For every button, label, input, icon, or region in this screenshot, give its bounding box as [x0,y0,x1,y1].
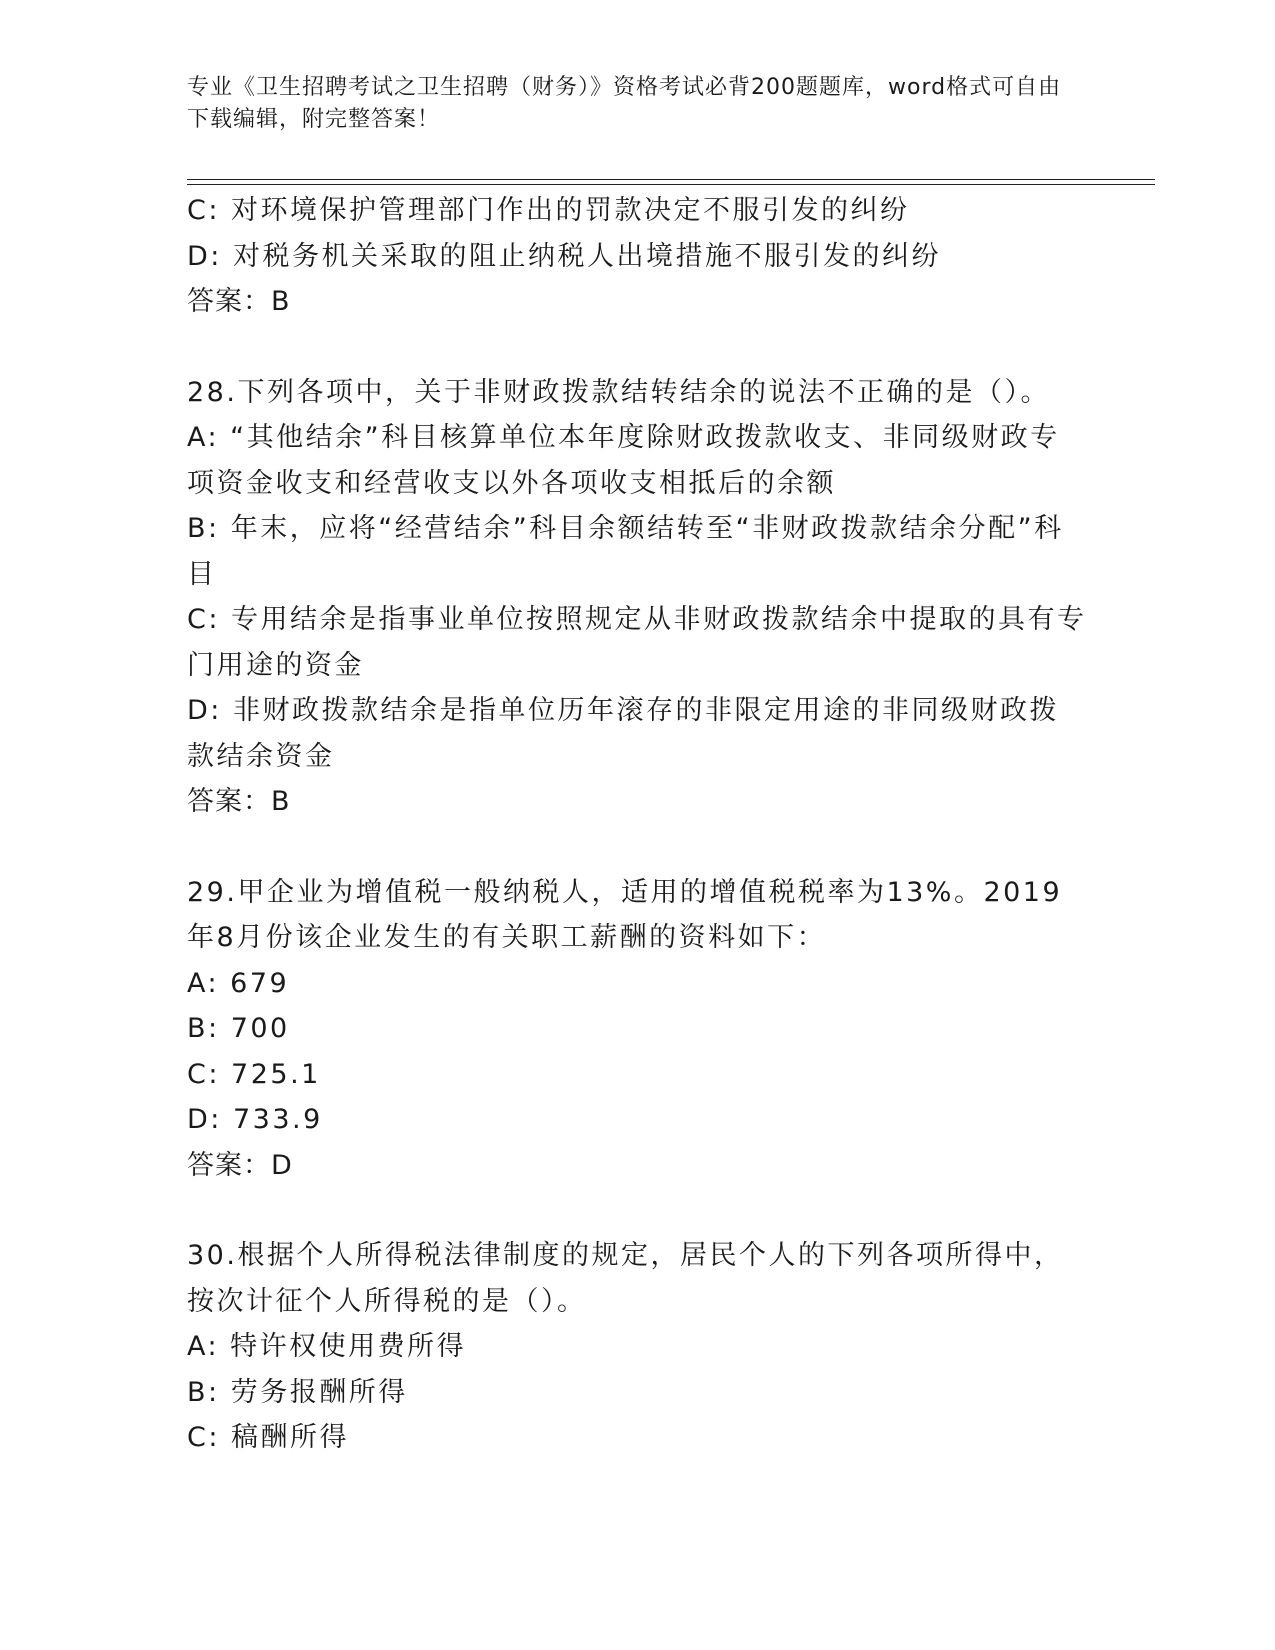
option-b: B: 劳务报酬所得 [187,1376,408,1408]
option-a: A: 特许权使用费所得 [187,1331,467,1362]
header-divider-bottom [187,184,1155,185]
option-c: C: 对环境保护管理部门作出的罚款决定不服引发的纠纷 [187,195,910,226]
question-stem: 28.下列各项中，关于非财政拨款结转结余的说法不正确的是（）。 [187,376,1050,408]
answer-line: 答案：B [187,786,291,817]
answer-line: 答案：B [187,286,291,317]
question-block [187,188,1087,325]
page-header: 专业《卫生招聘考试之卫生招聘（财务）》资格考试必背200题题库，word格式可自由下载编辑，附完整答案！ [187,75,1062,132]
option-d: D: 733.9 [187,1104,323,1135]
question-block [187,1233,1087,1461]
option-c: C: 稿酬所得 [187,1422,350,1453]
question-block [187,370,1087,825]
option-c: C: 725.1 [187,1058,321,1090]
question-block [187,870,1087,1189]
option-a: A: 679 [187,967,290,999]
header-divider-top [187,179,1155,180]
document-body [187,188,1087,1461]
option-c: C: 专用结余是指事业单位按照规定从非财政拨款结余中提取的具有专门用途的资金 [187,604,1087,681]
option-d: D: 对税务机关采取的阻止纳税人出境措施不服引发的纠纷 [187,240,941,272]
option-b: B: 年末，应将“经营结余”科目余额结转至“非财政拨款结余分配”科目 [187,513,1064,590]
question-stem: 30.根据个人所得税法律制度的规定，居民个人的下列各项所得中，按次计征个人所得税的是（）。 [187,1240,1064,1317]
answer-line: 答案：D [187,1149,293,1181]
question-stem: 29.甲企业为增值税一般纳税人，适用的增值税税率为13%。2019年8月份该企业发生的有关职工薪酬的资料如下： [187,876,1063,953]
option-d: D: 非财政拨款结余是指单位历年滚存的非限定用途的非同级财政拨款结余资金 [187,695,1059,772]
option-a: A: “其他结余”科目核算单位本年度除财政拨款收支、非同级财政专项资金收支和经营收支以外各项收支相抵后的余额 [187,422,1060,499]
option-b: B: 700 [187,1013,290,1044]
